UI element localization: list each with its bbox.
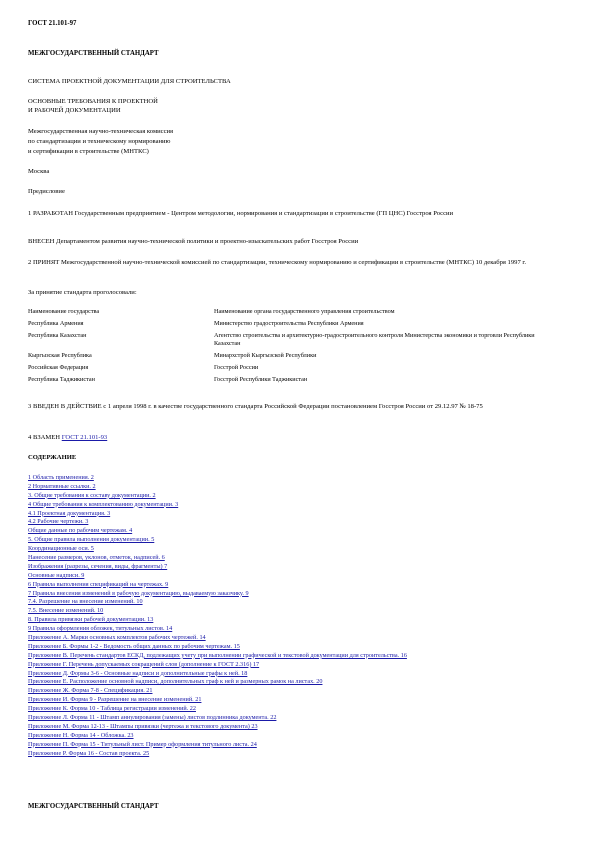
toc-item — [28, 687, 568, 696]
toc-link[interactable]: 2 Нормативные ссылки. 2 — [28, 482, 96, 490]
toc-item — [28, 670, 568, 679]
paragraph-introduced: ВНЕСЕН Департаментом развития научно-технической политики и проектно-изыскательских работ Госстроя России — [28, 238, 359, 245]
state-name: Кыргызская Республика — [28, 351, 92, 359]
toc-link[interactable]: Приложение Б. Формы 1-2 - Ведомость общих данных по рабочим чертежам. 15 — [28, 642, 240, 650]
toc-item — [28, 492, 568, 501]
toc-link[interactable]: Приложение Н. Форма 14 - Обложка. 23 — [28, 731, 134, 739]
toc-link[interactable]: 3. Общие требования к составу документации. 2 — [28, 491, 156, 499]
col-header-body: Наименование органа государственного управления строительством — [214, 308, 395, 315]
paragraph-adopted: 2 ПРИНЯТ Межгосударственной научно-технической комиссией по стандартизации, техническому нормированию и сертификации в строительстве (МНТКС) 10 декабря 1997 г. — [28, 259, 526, 266]
toc-link[interactable]: Изображения (разрезы, сечения, виды, фрагменты) 7 — [28, 562, 168, 570]
table-row — [28, 364, 554, 376]
toc-link[interactable]: Координационные оси. 5 — [28, 545, 94, 553]
paragraph-developed: 1 РАЗРАБОТАН Государственным предприятием - Центром методологии, нормирования и стандартизации в строительстве (ГП ЦНС) Госстроя России — [28, 210, 454, 217]
replaces-prefix: 4 ВЗАМЕН — [28, 434, 62, 441]
toc-link[interactable]: Основные надписи. 9 — [28, 571, 85, 579]
toc-item — [28, 625, 568, 634]
toc-item — [28, 678, 568, 687]
governing-body: Министерство градостроительства Республики Армения — [214, 320, 364, 328]
governing-body: Госстрой России — [214, 363, 259, 371]
toc-item — [28, 643, 568, 652]
toc-link[interactable]: Приложение В. Перечень стандартов ЕСКД, подлежащих учету при выполнении графической и текстовой документации для строительства. 16 — [28, 651, 407, 659]
voted-label: За принятие стандарта проголосовали: — [28, 289, 137, 296]
toc-link[interactable]: Приложение М. Форма 12-13 - Штампы привязки (чертежа и текстового документа) 23 — [28, 722, 258, 730]
city: Москва — [28, 168, 50, 175]
toc-link[interactable]: Приложение К. Форма 10 - Таблица регистрации изменений. 22 — [28, 705, 196, 713]
state-name: Российская Федерация — [28, 363, 89, 371]
states-table-header — [28, 308, 554, 320]
states-table — [28, 308, 554, 388]
toc-link[interactable]: 4.1 Проектная документация. 3 — [28, 509, 111, 517]
toc-link[interactable]: Приложение Е. Расположение основной надписи, дополнительных граф к ней и размерных рамок на листах. 20 — [28, 678, 323, 686]
system-title: СИСТЕМА ПРОЕКТНОЙ ДОКУМЕНТАЦИИ ДЛЯ СТРОИТЕЛЬСТВА — [28, 78, 231, 85]
paragraph-replaces — [28, 434, 107, 442]
standard-header: МЕЖГОСУДАРСТВЕННЫЙ СТАНДАРТ — [28, 50, 159, 57]
commission-line-1: Межгосударственная научно-техническая комиссия — [28, 128, 174, 135]
toc-item — [28, 536, 568, 545]
toc-item — [28, 750, 568, 759]
toc-link[interactable]: Приложение Ж. Форма 7-8 - Спецификация. 21 — [28, 687, 153, 695]
state-name: Республика Таджикистан — [28, 376, 95, 384]
toc-item — [28, 501, 568, 510]
toc-item — [28, 527, 568, 536]
toc-link[interactable]: 1 Область применения. 2 — [28, 474, 94, 481]
title-line-1: ОСНОВНЫЕ ТРЕБОВАНИЯ К ПРОЕКТНОЙ — [28, 98, 158, 105]
table-of-contents — [28, 474, 568, 759]
toc-link[interactable]: 7 Правила внесения изменений в рабочую документацию, выдаваемую заказчику. 9 — [28, 589, 249, 597]
contents-heading: СОДЕРЖАНИЕ — [28, 454, 77, 461]
toc-item — [28, 598, 568, 607]
table-row — [28, 376, 554, 388]
governing-body: Госстрой Республики Таджикистан — [214, 376, 308, 384]
toc-item — [28, 634, 568, 643]
toc-link[interactable]: Приложение Д. Формы 3-6 - Основные надписи и дополнительные графы к ней. 18 — [28, 669, 248, 677]
toc-item — [28, 741, 568, 750]
toc-item — [28, 554, 568, 563]
toc-link[interactable]: 8. Правила привязки рабочей документации. 13 — [28, 616, 154, 624]
toc-link[interactable]: 4 Общие требования к комплектованию документации. 3 — [28, 500, 179, 508]
toc-item — [28, 545, 568, 554]
toc-item — [28, 510, 568, 519]
toc-item — [28, 483, 568, 492]
footer-standard-header: МЕЖГОСУДАРСТВЕННЫЙ СТАНДАРТ — [28, 803, 159, 810]
toc-link[interactable]: Нанесение размеров, уклонов, отметок, надписей. 6 — [28, 554, 165, 562]
title-line-2: И РАБОЧЕЙ ДОКУМЕНТАЦИИ — [28, 107, 121, 114]
toc-item — [28, 563, 568, 572]
toc-item — [28, 661, 568, 670]
toc-link[interactable]: 6 Правила выполнения спецификаций на чертежах. 9 — [28, 580, 169, 588]
toc-link[interactable]: Приложение П. Форма 15 - Титульный лист. Пример оформления титульного листа. 24 — [28, 740, 257, 748]
table-row — [28, 332, 554, 352]
paragraph-enacted: 3 ВВЕДЕН В ДЕЙСТВИЕ с 1 апреля 1998 г. в качестве государственного стандарта Российской Федерации постановлением Госстроя России от 29.12.97 № 18-75 — [28, 403, 483, 410]
toc-link[interactable]: Приложение Р. Форма 16 - Состав проекта. 25 — [28, 749, 150, 757]
table-row — [28, 320, 554, 332]
toc-link[interactable]: 5. Общие правила выполнения документации. 5 — [28, 536, 155, 544]
toc-item — [28, 723, 568, 732]
commission-line-3: и сертификации в строительстве (МНТКС) — [28, 148, 149, 155]
toc-item — [28, 474, 568, 483]
doc-code: ГОСТ 21.101-97 — [28, 20, 77, 27]
toc-item — [28, 705, 568, 714]
toc-link[interactable]: 7.5. Внесение изменений. 10 — [28, 607, 104, 615]
toc-item — [28, 590, 568, 599]
toc-link[interactable]: Приложение И. Форма 9 - Разрешение на внесение изменений. 21 — [28, 696, 202, 704]
governing-body: Минархстрой Кыргызской Республики — [214, 351, 317, 359]
commission-line-2: по стандартизации и техническому нормированию — [28, 138, 171, 145]
toc-link[interactable]: 9 Правила оформления обложек, титульных листов. 14 — [28, 625, 173, 633]
col-header-state: Наименование государства — [28, 308, 100, 315]
toc-item — [28, 732, 568, 741]
replaced-standard-link[interactable]: ГОСТ 21.101-93 — [61, 434, 108, 441]
toc-link[interactable]: Приложение А. Марки основных комплектов рабочих чертежей. 14 — [28, 634, 206, 642]
governing-body: Агентство строительства и архитектурно-градостроительного контроля Министерства экономики и торговли Республики Казахстан — [214, 332, 535, 347]
toc-link[interactable]: 7.4. Разрешение на внесение изменений. 10 — [28, 598, 143, 606]
toc-item — [28, 714, 568, 723]
toc-item — [28, 696, 568, 705]
toc-item — [28, 607, 568, 616]
toc-item — [28, 572, 568, 581]
toc-item — [28, 581, 568, 590]
toc-link[interactable]: Общие данные по рабочим чертежам. 4 — [28, 527, 133, 535]
state-name: Республика Армения — [28, 320, 84, 328]
toc-item — [28, 616, 568, 625]
state-name: Республика Казахстан — [28, 332, 87, 340]
table-row — [28, 352, 554, 364]
toc-link[interactable]: Приложение Л. Форма 11 - Штамп аннулирования (замены) листов подлинника документа. 22 — [28, 714, 277, 722]
toc-item — [28, 518, 568, 527]
toc-link[interactable]: Приложение Г. Перечень допускаемых сокращений слов (дополнение к ГОСТ 2.316) 17 — [28, 660, 260, 668]
toc-item — [28, 652, 568, 661]
foreword-heading: Предисловие — [28, 188, 65, 195]
toc-link[interactable]: 4.2 Рабочие чертежи. 3 — [28, 518, 89, 526]
